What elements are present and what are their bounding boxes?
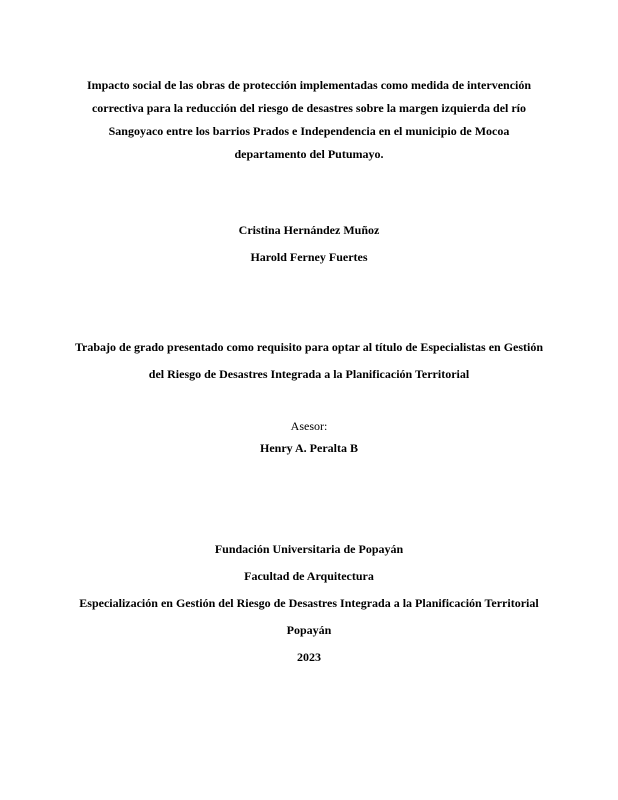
advisor-label: Asesor: — [290, 419, 328, 433]
program-name: Especialización en Gestión del Riesgo de Desastres Integrada a la Planificación Territorial — [79, 596, 539, 610]
advisor-name: Henry A. Peralta B — [260, 441, 358, 455]
document-title-line-2: correctiva para la reducción del riesgo de desastres sobre la margen izquierda del río — [91, 101, 527, 115]
author-name: Harold Ferney Fuertes — [250, 250, 368, 264]
document-title-line-4: departamento del Putumayo. — [234, 147, 384, 161]
university-name: Fundación Universitaria de Popayán — [214, 542, 404, 556]
year: 2023 — [297, 650, 321, 664]
document-title-line-3: Sangoyaco entre los barrios Prados e Independencia en el municipio de Mocoa — [108, 124, 510, 138]
document-title-line-1: Impacto social de las obras de protección implementadas como medida de intervención — [86, 78, 532, 92]
author-name: Cristina Hernández Muñoz — [238, 223, 380, 237]
purpose-statement-line-2: del Riesgo de Desastres Integrada a la Planificación Territorial — [148, 367, 470, 381]
faculty-name: Facultad de Arquitectura — [244, 569, 374, 583]
purpose-statement-line-1: Trabajo de grado presentado como requisito para optar al título de Especialistas en Gestión — [74, 340, 544, 354]
city: Popayán — [286, 623, 332, 637]
